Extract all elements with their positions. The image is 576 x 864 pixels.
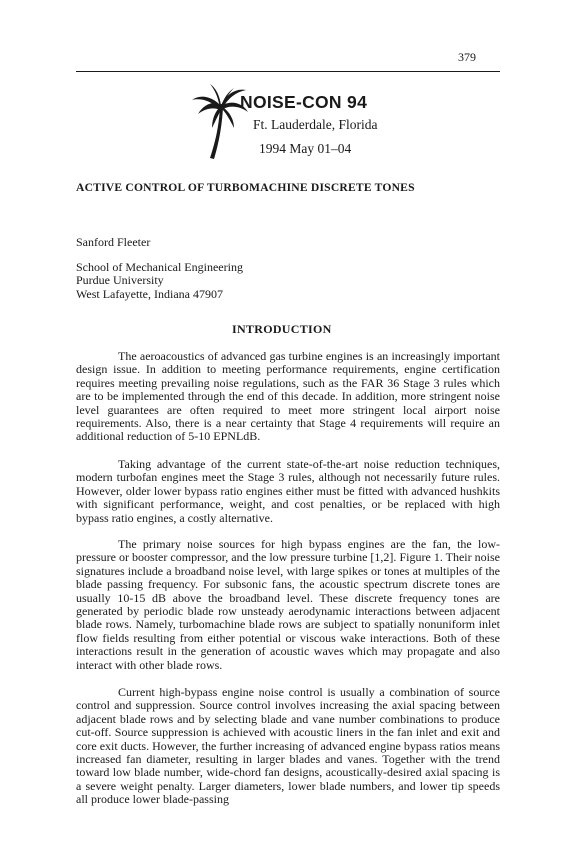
body-paragraph: The aeroacoustics of advanced gas turbine engines is an increasingly important design issue. In addition to meeting performance requirements, engine certification requires meeting prevailing noise regulations, such as the FAR 36 Stage 3 rules which are to be implemented through the end of this decade. In addition, more stringent noise level guarantees are often required to meet more stringent local airport noise requirements. Also, there is a near certainty that Stage 4 requirements will require an additional reduction of 5-10 EPNLdB.: [76, 349, 500, 444]
affiliation-line: West Lafayette, Indiana 47907: [76, 286, 223, 301]
author-name: Sanford Fleeter: [76, 235, 151, 249]
paper-title: ACTIVE CONTROL OF TURBOMACHINE DISCRETE TONES: [76, 181, 415, 194]
author-affiliation: [76, 261, 243, 301]
conference-dates: 1994 May 01–04: [259, 141, 352, 156]
conference-location: Ft. Lauderdale, Florida: [253, 117, 378, 132]
affiliation-line: Purdue University: [76, 273, 164, 288]
body-paragraph: The primary noise sources for high bypass engines are the fan, the low-pressure or booster compressor, and the low pressure turbine [1,2]. Figure 1. Their noise signatures include a broadband noise level, with large spikes or tones at multiples of the blade passing frequency. For subsonic fans, the acoustic spectrum discrete tones are usually 10-15 dB above the broadband level. These discrete frequency tones are generated by periodic blade row unsteady aerodynamic interactions between adjacent blade rows. Namely, turbomachine blade rows are subject to spatially nonuniform inlet flow fields resulting from either potential or viscous wake interactions. Both of these interactions result in the generation of acoustic waves which may propagate and also interact with other blade rows.: [76, 537, 500, 672]
header-rule: [76, 71, 500, 72]
affiliation-line: School of Mechanical Engineering: [76, 260, 243, 274]
page-number: 379: [458, 50, 476, 64]
section-heading: INTRODUCTION: [232, 322, 332, 336]
conference-name: NOISE-CON 94: [240, 92, 368, 112]
body-paragraph: Taking advantage of the current state-of-the-art noise reduction techniques, modern turbofan engines meet the Stage 3 rules, although not necessarily future rules. However, older lower bypass ratio engines either must be fitted with advanced hushkits with significant performance, weight, and cost penalties, or be replaced with high bypass ratio engines, a costly alternative.: [76, 457, 500, 525]
body-paragraph: Current high-bypass engine noise control is usually a combination of source control and suppression. Source control involves increasing the axial spacing between adjacent blade rows and by selecting blade and vane number combinations to produce cut-off. Source suppression is achieved with acoustic liners in the fan inlet and exit and core exit ducts. However, the further increasing of advanced engine bypass ratios means increased fan diameter, resulting in larger blades and vanes. Together with the trend toward low blade number, wide-chord fan designs, acoustically-desired axial spacing is a severe weight penalty. Larger diameters, lower blade numbers, and lower tip speeds all produce lower blade-passing: [76, 685, 500, 807]
